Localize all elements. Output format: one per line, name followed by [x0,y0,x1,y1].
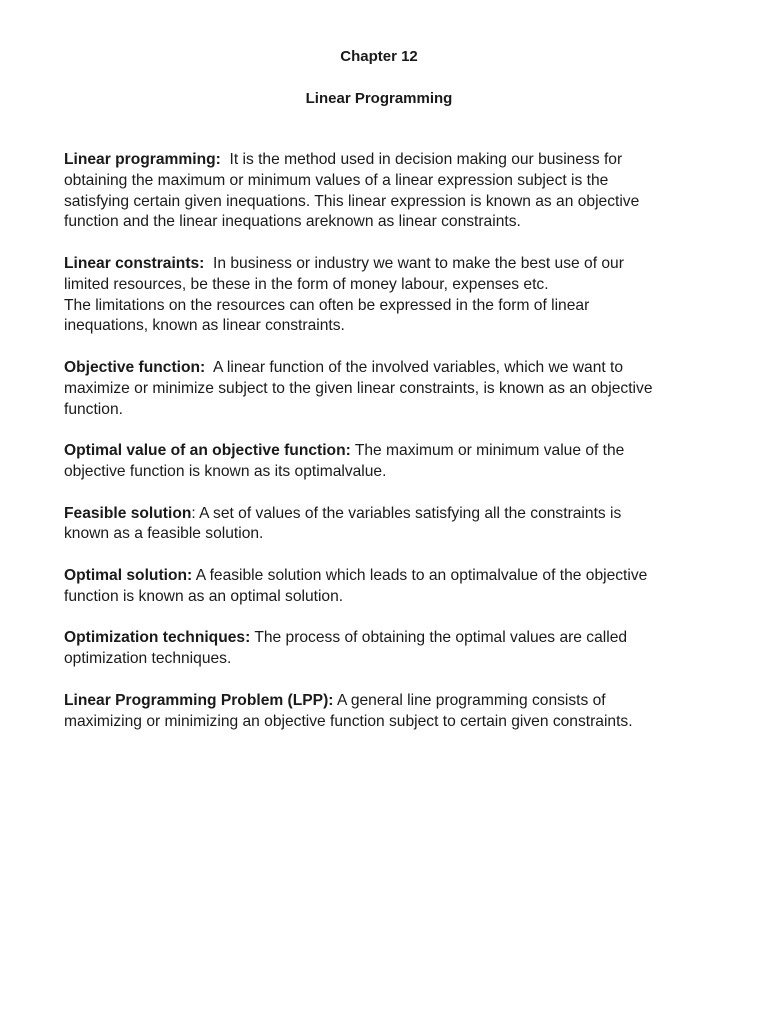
definition-feasible-solution [64,504,704,546]
definition-line: The process of obtaining the optimal values are called [250,629,628,647]
definition-line: : A set of values of the variables satisfying all the constraints is [191,504,622,522]
definition-line: function and the linear inequations areknown as linear constraints. [64,213,521,231]
term-label: Optimal solution: [64,566,193,584]
term-label: Linear Programming Problem (LPP): [64,691,334,709]
definition-line: maximizing or minimizing an objective function subject to certain given constraints. [64,712,633,730]
page-title: Linear Programming [305,90,453,107]
term-label: Feasible solution [64,504,192,522]
definition-line: function. [64,400,123,418]
definition-optimization-techniques [64,628,704,670]
definition-line: A feasible solution which leads to an optimalvalue of the objective [192,566,648,584]
definition-line: known as a feasible solution. [64,525,264,543]
definition-optimal-value [64,441,704,483]
definition-line: A linear function of the involved variables, which we want to [205,358,624,376]
definition-linear-programming [64,150,704,233]
definition-line: In business or industry we want to make the best use of our [204,254,624,272]
term-label: Objective function: [64,358,206,376]
definition-line: maximize or minimize subject to the given linear constraints, is known as an objective [64,379,653,397]
definition-line: The maximum or minimum value of the [350,442,625,460]
definition-line: function is known as an optimal solution. [64,587,344,605]
chapter-heading: Chapter 12 [340,48,418,65]
term-label: Linear constraints: [64,254,205,272]
definition-line: It is the method used in decision making our business for [220,151,623,168]
definition-line: optimization techniques. [64,650,232,668]
definition-optimal-solution [64,566,704,608]
definition-line: inequations, known as linear constraints. [64,317,345,335]
definition-line: objective function is known as its optimalvalue. [64,462,387,480]
definition-objective-function [64,358,704,420]
definition-line: limited resources, be these in the form of money labour, expenses etc. [64,275,549,293]
term-label: Linear programming: [64,151,221,168]
definition-line: A general line programming consists of [333,691,606,709]
definition-line: satisfying certain given inequations. This linear expression is known as an objective [64,192,640,210]
definition-line: The limitations on the resources can often be expressed in the form of linear [64,296,590,314]
term-label: Optimization techniques: [64,629,251,647]
definition-lpp [64,691,704,733]
definition-line: obtaining the maximum or minimum values of a linear expression subject is the [64,171,609,189]
term-label: Optimal value of an objective function: [64,442,351,460]
definition-linear-constraints [64,254,704,337]
document-body [64,150,704,753]
